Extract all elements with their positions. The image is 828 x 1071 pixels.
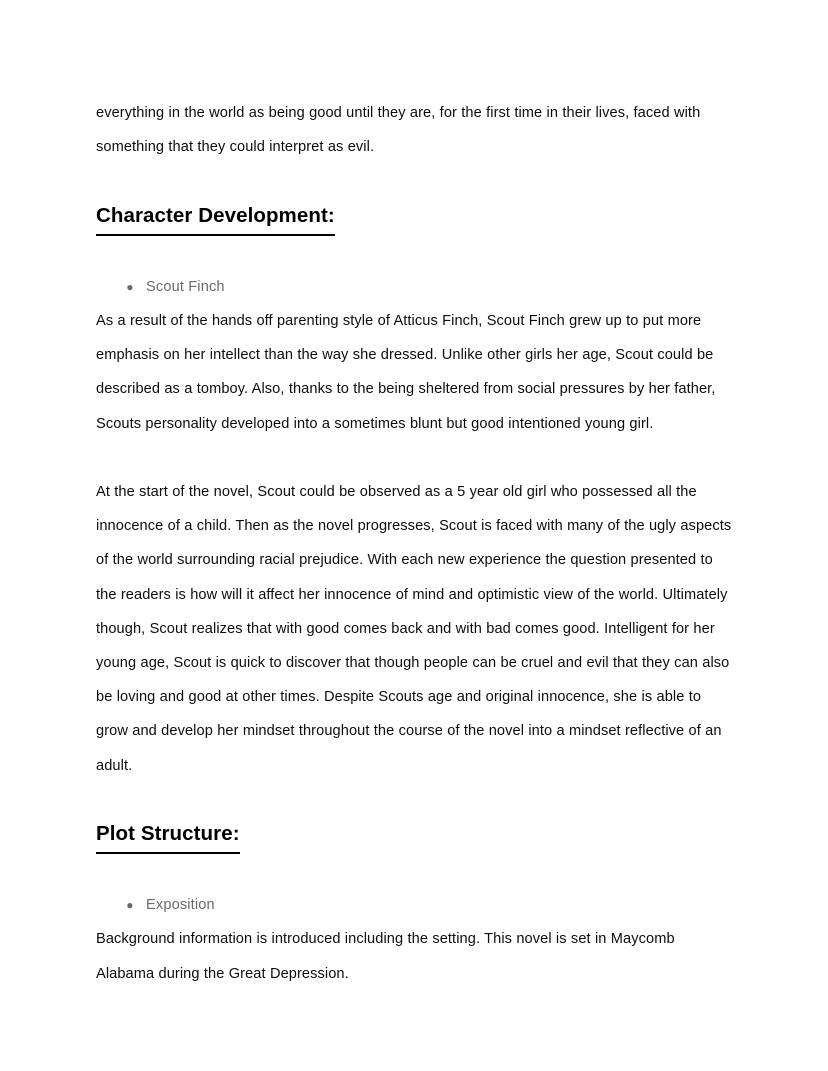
bullet-exposition — [96, 888, 732, 922]
bullet-point-icon: ● — [126, 898, 134, 913]
bullet-scout-finch — [96, 270, 732, 304]
paragraph-spacer — [96, 441, 732, 475]
paragraph-continued-intro: everything in the world as being good until they are, for the first time in their lives, faced with something that they could interpret as evil. — [96, 105, 701, 156]
heading-plot-structure — [96, 817, 732, 854]
bullet-scout-finch-label: Scout Finch — [146, 278, 225, 295]
heading-character-development-text: Character Development: — [96, 199, 335, 236]
paragraph-scout-growth: At the start of the novel, Scout could be observed as a 5 year old girl who possessed all the innocence of a child. Then as the novel progresses, Scout is faced with many of the ugly aspects of the world surrounding racial prejudice. With each new experience the question presented to the readers is how will it affect her innocence of mind and optimistic view of the world. Ultimately though, Scout realizes that with good comes back and with bad comes good. Intelligent for her young age, Scout is quick to discover that though people can be cruel and evil that they can also be loving and good at other times. Despite Scouts age and original innocence, she is able to grow and develop her mindset throughout the course of the novel into a mindset reflective of an adult. — [96, 483, 732, 774]
heading-spacer — [96, 854, 732, 888]
heading-spacer — [96, 236, 732, 270]
heading-plot-structure-text: Plot Structure: — [96, 817, 240, 854]
paragraph-spacer — [96, 164, 732, 198]
bullet-point-icon: ● — [126, 279, 134, 294]
paragraph-spacer — [96, 783, 732, 817]
document-body — [96, 96, 732, 991]
bullet-list-plot — [96, 888, 732, 922]
bullet-list-characters — [96, 270, 732, 304]
paragraph-exposition-detail: Background information is introduced including the setting. This novel is set in Maycomb Alabama during the Great Depression. — [96, 931, 675, 982]
heading-character-development — [96, 199, 732, 236]
paragraph-scout-upbringing: As a result of the hands off parenting style of Atticus Finch, Scout Finch grew up to put more emphasis on her intellect than the way she dressed. Unlike other girls her age, Scout could be described as a tomboy. Also, thanks to the being sheltered from social pressures by her father, Scouts personality developed into a sometimes blunt but good intentioned young girl. — [96, 312, 716, 432]
bullet-exposition-label: Exposition — [146, 897, 215, 914]
